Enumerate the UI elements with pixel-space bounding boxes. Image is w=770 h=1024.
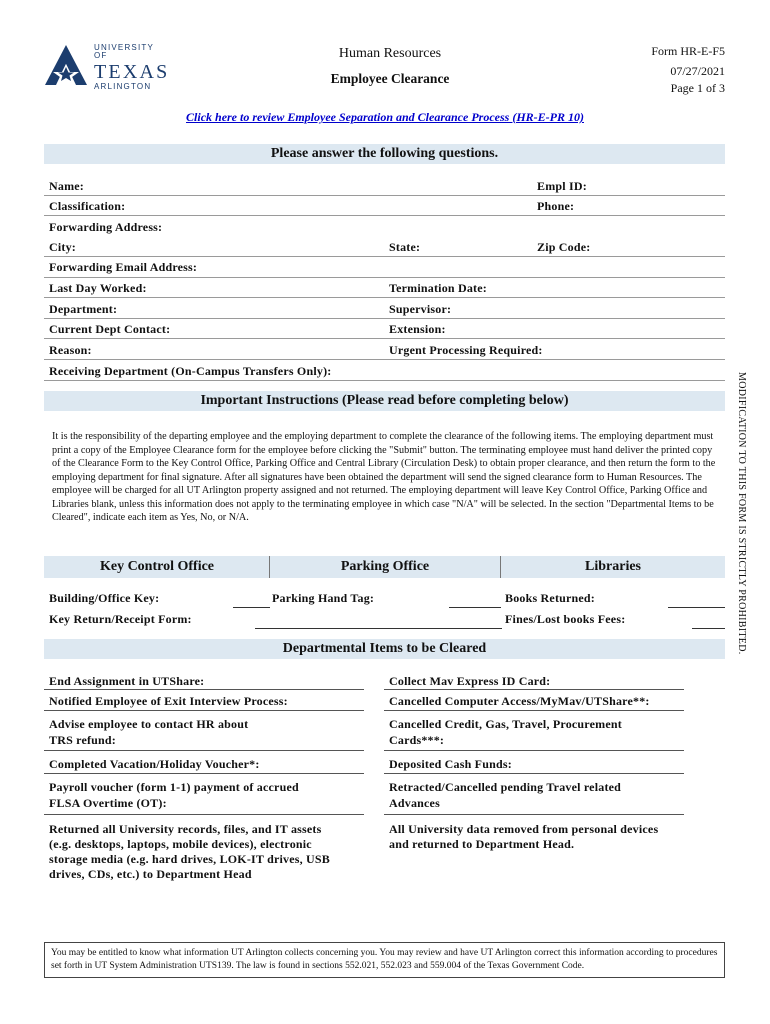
divider <box>44 710 364 711</box>
books-returned-label: Books Returned: <box>505 591 596 605</box>
key-control-office-heading: Key Control Office <box>99 559 215 574</box>
divider <box>44 380 725 381</box>
last-day-label: Last Day Worked: <box>49 281 147 295</box>
divider <box>44 750 364 751</box>
divider <box>44 256 725 257</box>
returned-records-label-line3: storage media (e.g. hard drives, LOK-IT drives, USB <box>49 852 330 866</box>
divider <box>44 297 725 298</box>
data-removed-label-line1: All University data removed from personal devices <box>389 822 659 836</box>
termination-date-label: Termination Date: <box>389 281 487 295</box>
logo-line-arlington: ARLINGTON <box>94 82 152 91</box>
payroll-label-line2: FLSA Overtime (OT): <box>49 796 167 810</box>
form-id: Form HR-E-F5 <box>651 44 725 58</box>
divider <box>384 689 684 690</box>
form-title: Employee Clearance <box>330 71 450 86</box>
department-label: Department: <box>49 302 118 316</box>
divider <box>44 338 725 339</box>
uta-a-star-icon <box>44 44 88 86</box>
key-return-input[interactable] <box>255 614 502 629</box>
supervisor-label: Supervisor: <box>389 302 452 316</box>
instructions-section-header: Important Instructions (Please read before completing below) <box>44 391 725 411</box>
page-number: Page 1 of 3 <box>670 81 725 95</box>
city-label: City: <box>49 240 76 254</box>
fines-input[interactable] <box>692 614 725 629</box>
parking-office-heading: Parking Office <box>340 559 430 574</box>
cancelled-access-label: Cancelled Computer Access/MyMav/UTShare**: <box>389 694 650 708</box>
form-date: 07/27/2021 <box>670 64 725 78</box>
privacy-notice-box <box>44 942 725 978</box>
returned-records-label-line1: Returned all University records, files, and IT assets <box>49 822 322 836</box>
retracted-label-line1: Retracted/Cancelled pending Travel related <box>389 780 622 794</box>
deposited-cash-label: Deposited Cash Funds: <box>389 757 512 771</box>
parking-tag-input[interactable] <box>449 593 501 608</box>
forwarding-email-label: Forwarding Email Address: <box>49 260 198 274</box>
zip-label: Zip Code: <box>537 240 591 254</box>
returned-records-label-line4: drives, CDs, etc.) to Department Head <box>49 867 252 881</box>
separation-process-link[interactable]: Click here to review Employee Separation and Clearance Process (HR-E-PR 10) <box>186 110 584 124</box>
classification-label: Classification: <box>49 199 126 213</box>
name-label: Name: <box>49 179 84 193</box>
advise-hr-label-line1: Advise employee to contact HR about <box>49 717 249 731</box>
advise-hr-label-line2: TRS refund: <box>49 733 116 747</box>
divider <box>44 773 364 774</box>
forwarding-address-label: Forwarding Address: <box>49 220 163 234</box>
divider <box>384 750 684 751</box>
libraries-heading: Libraries <box>585 559 641 574</box>
returned-records-label-line2: (e.g. desktops, laptops, mobile devices), electronic <box>49 837 312 851</box>
parking-tag-label: Parking Hand Tag: <box>272 591 375 605</box>
retracted-label-line2: Advances <box>389 796 440 810</box>
logo-line-university: UNIVERSITY OF <box>94 43 154 60</box>
instructions-paragraph: It is the responsibility of the departing employee and the employing department to complete the clearance of the following items. The employing department must print a copy of the Employee Clearance form for the employee before clicking the "Submit" button. The terminating employee must hand deliver the printed copy of the Clearance Form to the Key Control Office, Parking Office and Central Library (Circulation Desk) to obtain proper clearance, and then return the form to the employing department for final signature. After all signatures have been obtained the department will send the signed clearance form to Human Resources. The employee will be charged for all UT Arlington property assigned and not returned. The employing department will leave Key Control Office, Parking Office and Libraries blank, unless this information does not apply to the terminating employee in which case "N/A" will be selected. In the section "Departmental Items to be Cleared", indicate each item as Yes, No, or N/A. <box>52 431 716 523</box>
uta-logo <box>44 43 170 91</box>
questions-section-header: Please answer the following questions. <box>44 144 725 164</box>
end-assignment-label: End Assignment in UTShare: <box>49 674 205 688</box>
divider <box>44 195 725 196</box>
building-key-input[interactable] <box>233 593 270 608</box>
collect-mav-label: Collect Mav Express ID Card: <box>389 674 551 688</box>
urgent-processing-label: Urgent Processing Required: <box>389 343 543 357</box>
books-returned-input[interactable] <box>668 593 725 608</box>
privacy-notice-text: You may be entitled to know what information UT Arlington collects concerning you. You may review and have UT Arlington correct this information according to procedures set forth in UT System Administration UTS139. The law is found in sections 552.021, 552.023 and 559.004 of the Texas Government Code. <box>51 948 718 971</box>
phone-label: Phone: <box>537 199 575 213</box>
key-return-label: Key Return/Receipt Form: <box>49 612 192 626</box>
divider <box>384 710 684 711</box>
current-dept-contact-label: Current Dept Contact: <box>49 322 171 336</box>
payroll-label-line1: Payroll voucher (form 1-1) payment of accrued <box>49 780 299 794</box>
divider <box>44 359 725 360</box>
cancelled-cards-label-line1: Cancelled Credit, Gas, Travel, Procurement <box>389 717 622 731</box>
divider <box>44 215 725 216</box>
reason-label: Reason: <box>49 343 92 357</box>
divider <box>44 814 364 815</box>
data-removed-label-line2: and returned to Department Head. <box>389 837 575 851</box>
modification-notice: MODIFICATION TO THIS FORM IS STRICTLY PROHIBITED. <box>736 372 747 655</box>
fines-label: Fines/Lost books Fees: <box>505 612 626 626</box>
notified-exit-label: Notified Employee of Exit Interview Process: <box>49 694 288 708</box>
extension-label: Extension: <box>389 322 446 336</box>
department-name: Human Resources <box>338 46 442 61</box>
divider <box>44 689 364 690</box>
receiving-department-label: Receiving Department (On-Campus Transfers Only): <box>49 364 332 378</box>
divider <box>44 277 725 278</box>
logo-line-texas: TEXAS <box>94 61 170 83</box>
departmental-section-header: Departmental Items to be Cleared <box>44 639 725 659</box>
building-key-label: Building/Office Key: <box>49 591 160 605</box>
cancelled-cards-label-line2: Cards***: <box>389 733 445 747</box>
empl-id-label: Empl ID: <box>537 179 587 193</box>
divider <box>384 814 684 815</box>
state-label: State: <box>389 240 421 254</box>
completed-vacation-label: Completed Vacation/Holiday Voucher*: <box>49 757 260 771</box>
divider <box>384 773 684 774</box>
divider <box>44 318 725 319</box>
